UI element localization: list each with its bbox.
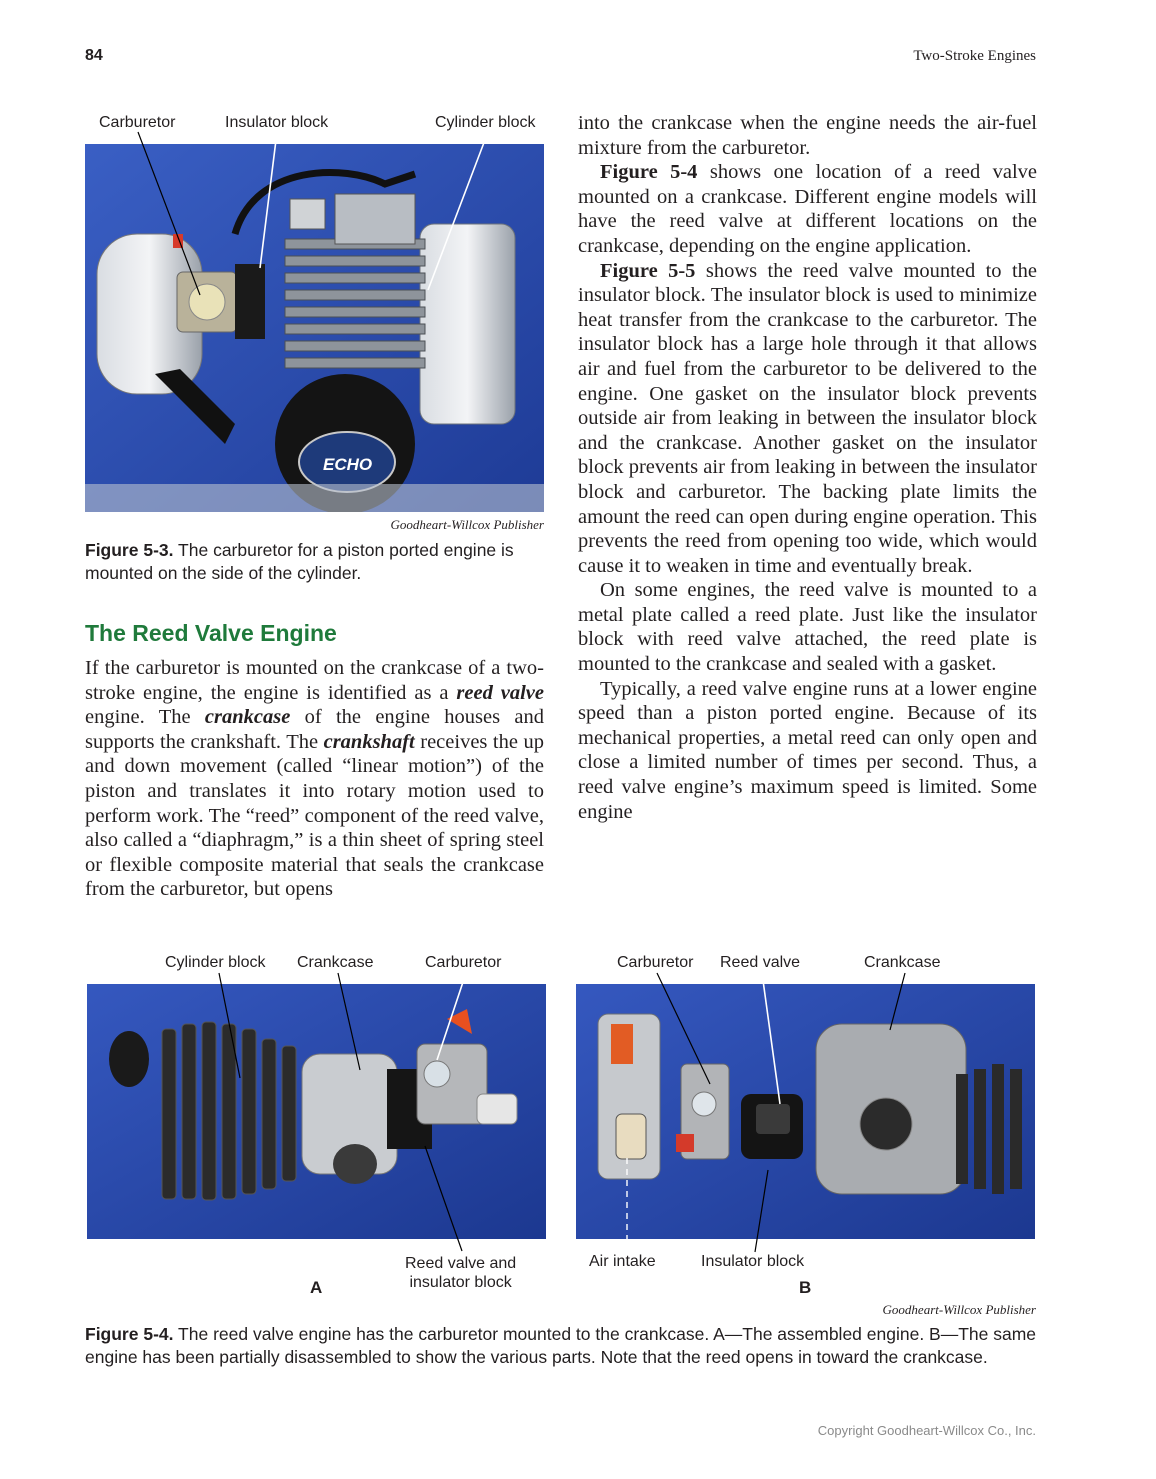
fig54b-label-carburetor: Carburetor <box>617 954 694 971</box>
right-paragraph-3: On some engines, the reed valve is mounted to a metal plate called a reed plate. Just like the insulator block with reed valve attached, the reed plate is mounted to the crankcase and sealed with a gasket. <box>578 579 1037 676</box>
fig54-caption-label: Figure 5-4. <box>85 1324 174 1344</box>
right-paragraph-1: Figure 5-4 shows one location of a reed valve mounted on a crankcase. Different engine models will have the reed valve at different locations on the crankcase, depending on the engine application. <box>578 161 1037 257</box>
section-heading: The Reed Valve Engine <box>85 620 337 646</box>
fig53-label-carburetor: Carburetor <box>99 114 176 131</box>
left-column-text <box>85 656 544 902</box>
fig53-label-cylinder-block: Cylinder block <box>435 114 536 131</box>
fig54b-label-insulator-block: Insulator block <box>701 1253 805 1270</box>
page-number: 84 <box>85 47 103 64</box>
fig54b-label-reed-valve: Reed valve <box>720 954 801 971</box>
fig53-caption-label: Figure 5-3. <box>85 540 174 560</box>
fig54b-disassembled-engine-photo <box>576 984 1035 1239</box>
fig54a-letter: A <box>310 1278 323 1297</box>
figure-ref-5-5: Figure 5-5 <box>600 259 696 282</box>
fig54b-label-crankcase: Crankcase <box>864 954 941 971</box>
term-reed-valve: reed valve <box>456 681 545 704</box>
right-paragraph-2: Figure 5-5 shows the reed valve mounted to the insulator block. The insulator block is used to minimize heat transfer from the crankcase to the carburetor. The insulator block has a large hole through it that allows air and fuel from the carburetor to be delivered to the engine. One gasket on the insulator block prevents outside air from leaking in between the insulator block and the crankcase. Another gasket on the insulator block prevents air from leaking in between the insulator block and carburetor. The backing plate limits the amount the reed can open during engine operation. This prevents the reed from opening too wide, which would cause it to weaken in time and eventually break. <box>578 259 1037 577</box>
fig54a-label-reed-valve: Reed valve and insulator block <box>405 1255 517 1291</box>
fig53-caption-text: The carburetor for a piston ported engine is mounted on the side of the cylinder. <box>85 540 514 583</box>
fig53-label-insulator-block: Insulator block <box>225 114 329 131</box>
fig54-credit: Goodheart-Willcox Publisher <box>882 1302 1036 1317</box>
term-crankcase: crankcase <box>204 706 291 729</box>
fig54-caption <box>85 1323 1037 1369</box>
fig53-engine-photo <box>85 144 544 512</box>
fig54a-label-cylinder-block: Cylinder block <box>165 954 266 971</box>
term-crankshaft: crankshaft <box>323 730 415 753</box>
left-paragraph-1: If the carburetor is mounted on the crankcase of a two-stroke engine, the engine is identified as a reed valve engine. The crankcase of the engine houses and supports the crankshaft. The crankshaft receives the up and down movement (called “linear motion”) of the piston and translates it into rotary motion used to perform work. The “reed” component of the reed valve, also called a “diaphragm,” is a thin sheet of spring steel or flexible composite material that seals the crankcase from the carburetor, but opens <box>85 657 545 901</box>
fig53-caption <box>85 539 535 585</box>
fig53-brand-text: ECHO <box>323 455 373 474</box>
fig53-credit: Goodheart-Willcox Publisher <box>390 517 544 532</box>
fig54-caption-text: The reed valve engine has the carburetor mounted to the crankcase. A—The assembled engine. B—The same engine has been partially disassembled to show the various parts. Note that the reed opens in toward the crankcase. <box>85 1324 1037 1367</box>
fig54a-label-crankcase: Crankcase <box>297 954 374 971</box>
running-head: Two-Stroke Engines <box>913 48 1036 64</box>
right-paragraph-4: Typically, a reed valve engine runs at a lower engine speed than a piston ported engine. Because of its mechanical properties, a metal reed can only open and close a limited number of times per second. Thus, a reed valve engine’s maximum speed is limited. Some engine <box>578 677 1037 823</box>
fig54b-label-air-intake: Air intake <box>589 1253 656 1270</box>
right-column-text <box>578 111 1037 824</box>
figure-ref-5-4: Figure 5-4 <box>600 161 698 184</box>
fig54a-label-carburetor: Carburetor <box>425 954 502 971</box>
fig54a-assembled-engine-photo <box>87 984 546 1239</box>
copyright-footer: Copyright Goodheart-Willcox Co., Inc. <box>817 1423 1036 1438</box>
right-paragraph-0: into the crankcase when the engine needs the air-fuel mixture from the carburetor. <box>578 112 1037 159</box>
fig54b-letter: B <box>799 1278 812 1297</box>
